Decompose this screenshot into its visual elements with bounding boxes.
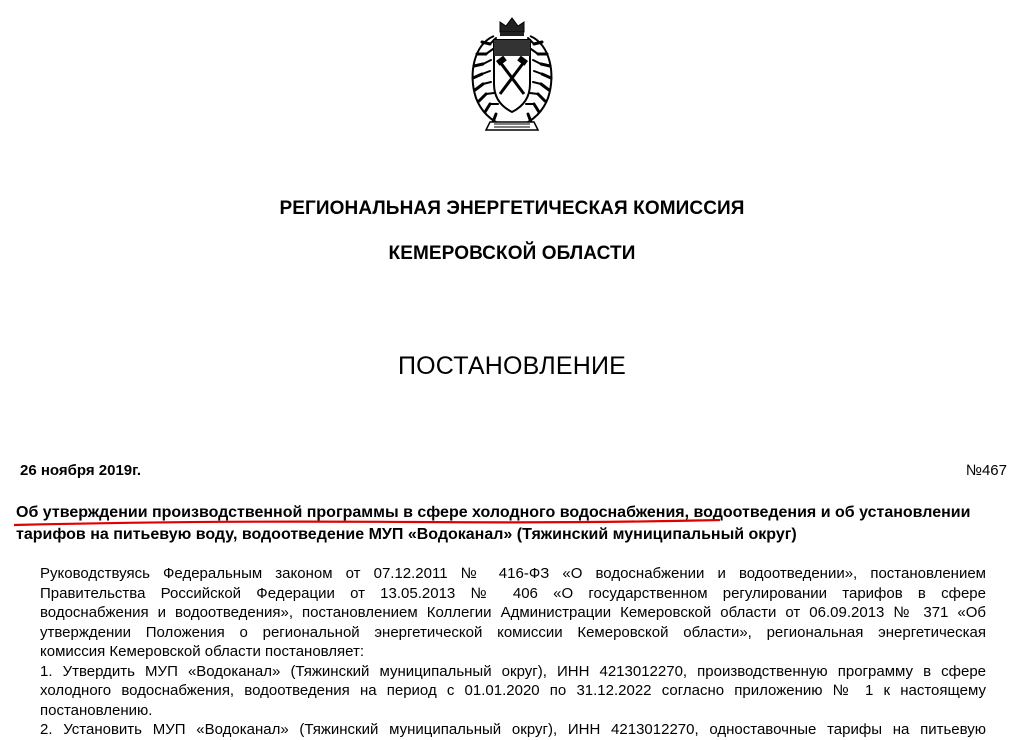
body-line: холодного водоснабжения, водоотведения на период с 01.01.2020 по 31.12.2022 согласно приложению № 1 к настоящему xyxy=(40,682,986,699)
organization-name-line-2: КЕМЕРОВСКОЙ ОБЛАСТИ xyxy=(388,243,636,264)
body-line: 2. Установить МУП «Водоканал» (Тяжинский муниципальный округ), ИНН 4213012270, одноставочные тарифы на питьевую xyxy=(40,721,986,738)
body-line: комиссия Кемеровской области постановляет: xyxy=(40,643,365,660)
body-line: 1. Утвердить МУП «Водоканал» (Тяжинский муниципальный округ), ИНН 4213012270, производственную программу в сфере xyxy=(40,662,986,680)
subject-line: тарифов на питьевую воду, водоотведение МУП «Водоканал» (Тяжинский муниципальный округ) xyxy=(16,526,797,543)
body-line: Правительства Российской Федерации от 13.05.2013 № 406 «О государственном регулировании тарифов в сфере xyxy=(40,584,986,602)
organization-name-line-1: РЕГИОНАЛЬНАЯ ЭНЕРГЕТИЧЕСКАЯ КОМИССИЯ xyxy=(279,198,745,219)
document-type-title: ПОСТАНОВЛЕНИЕ xyxy=(397,352,627,380)
document-date: 26 ноября 2019г. xyxy=(20,462,142,479)
body-line: постановлению. xyxy=(40,701,153,719)
subject-line: Об утверждении производственной программы в сфере холодного водоснабжения, водоотведения и об установлении xyxy=(16,504,971,521)
coat-of-arms-emblem xyxy=(460,14,564,138)
document-number: №467 xyxy=(965,462,1007,479)
document-subject xyxy=(16,502,1012,546)
body-line: Руководствуясь Федеральным законом от 07.12.2011 № 416-ФЗ «О водоснабжении и водоотведении», постановлением xyxy=(40,565,986,582)
body-line: утверждении Положения о региональной энергетической комиссии Кемеровской области», региональная энергетическая xyxy=(40,623,986,641)
body-line: водоснабжения и водоотведения», постановлением Коллегии Администрации Кемеровской области от 06.09.2013 № 371 «Об xyxy=(40,604,986,621)
kemerovo-coat-of-arms-icon xyxy=(460,14,564,138)
document-body xyxy=(40,564,986,740)
